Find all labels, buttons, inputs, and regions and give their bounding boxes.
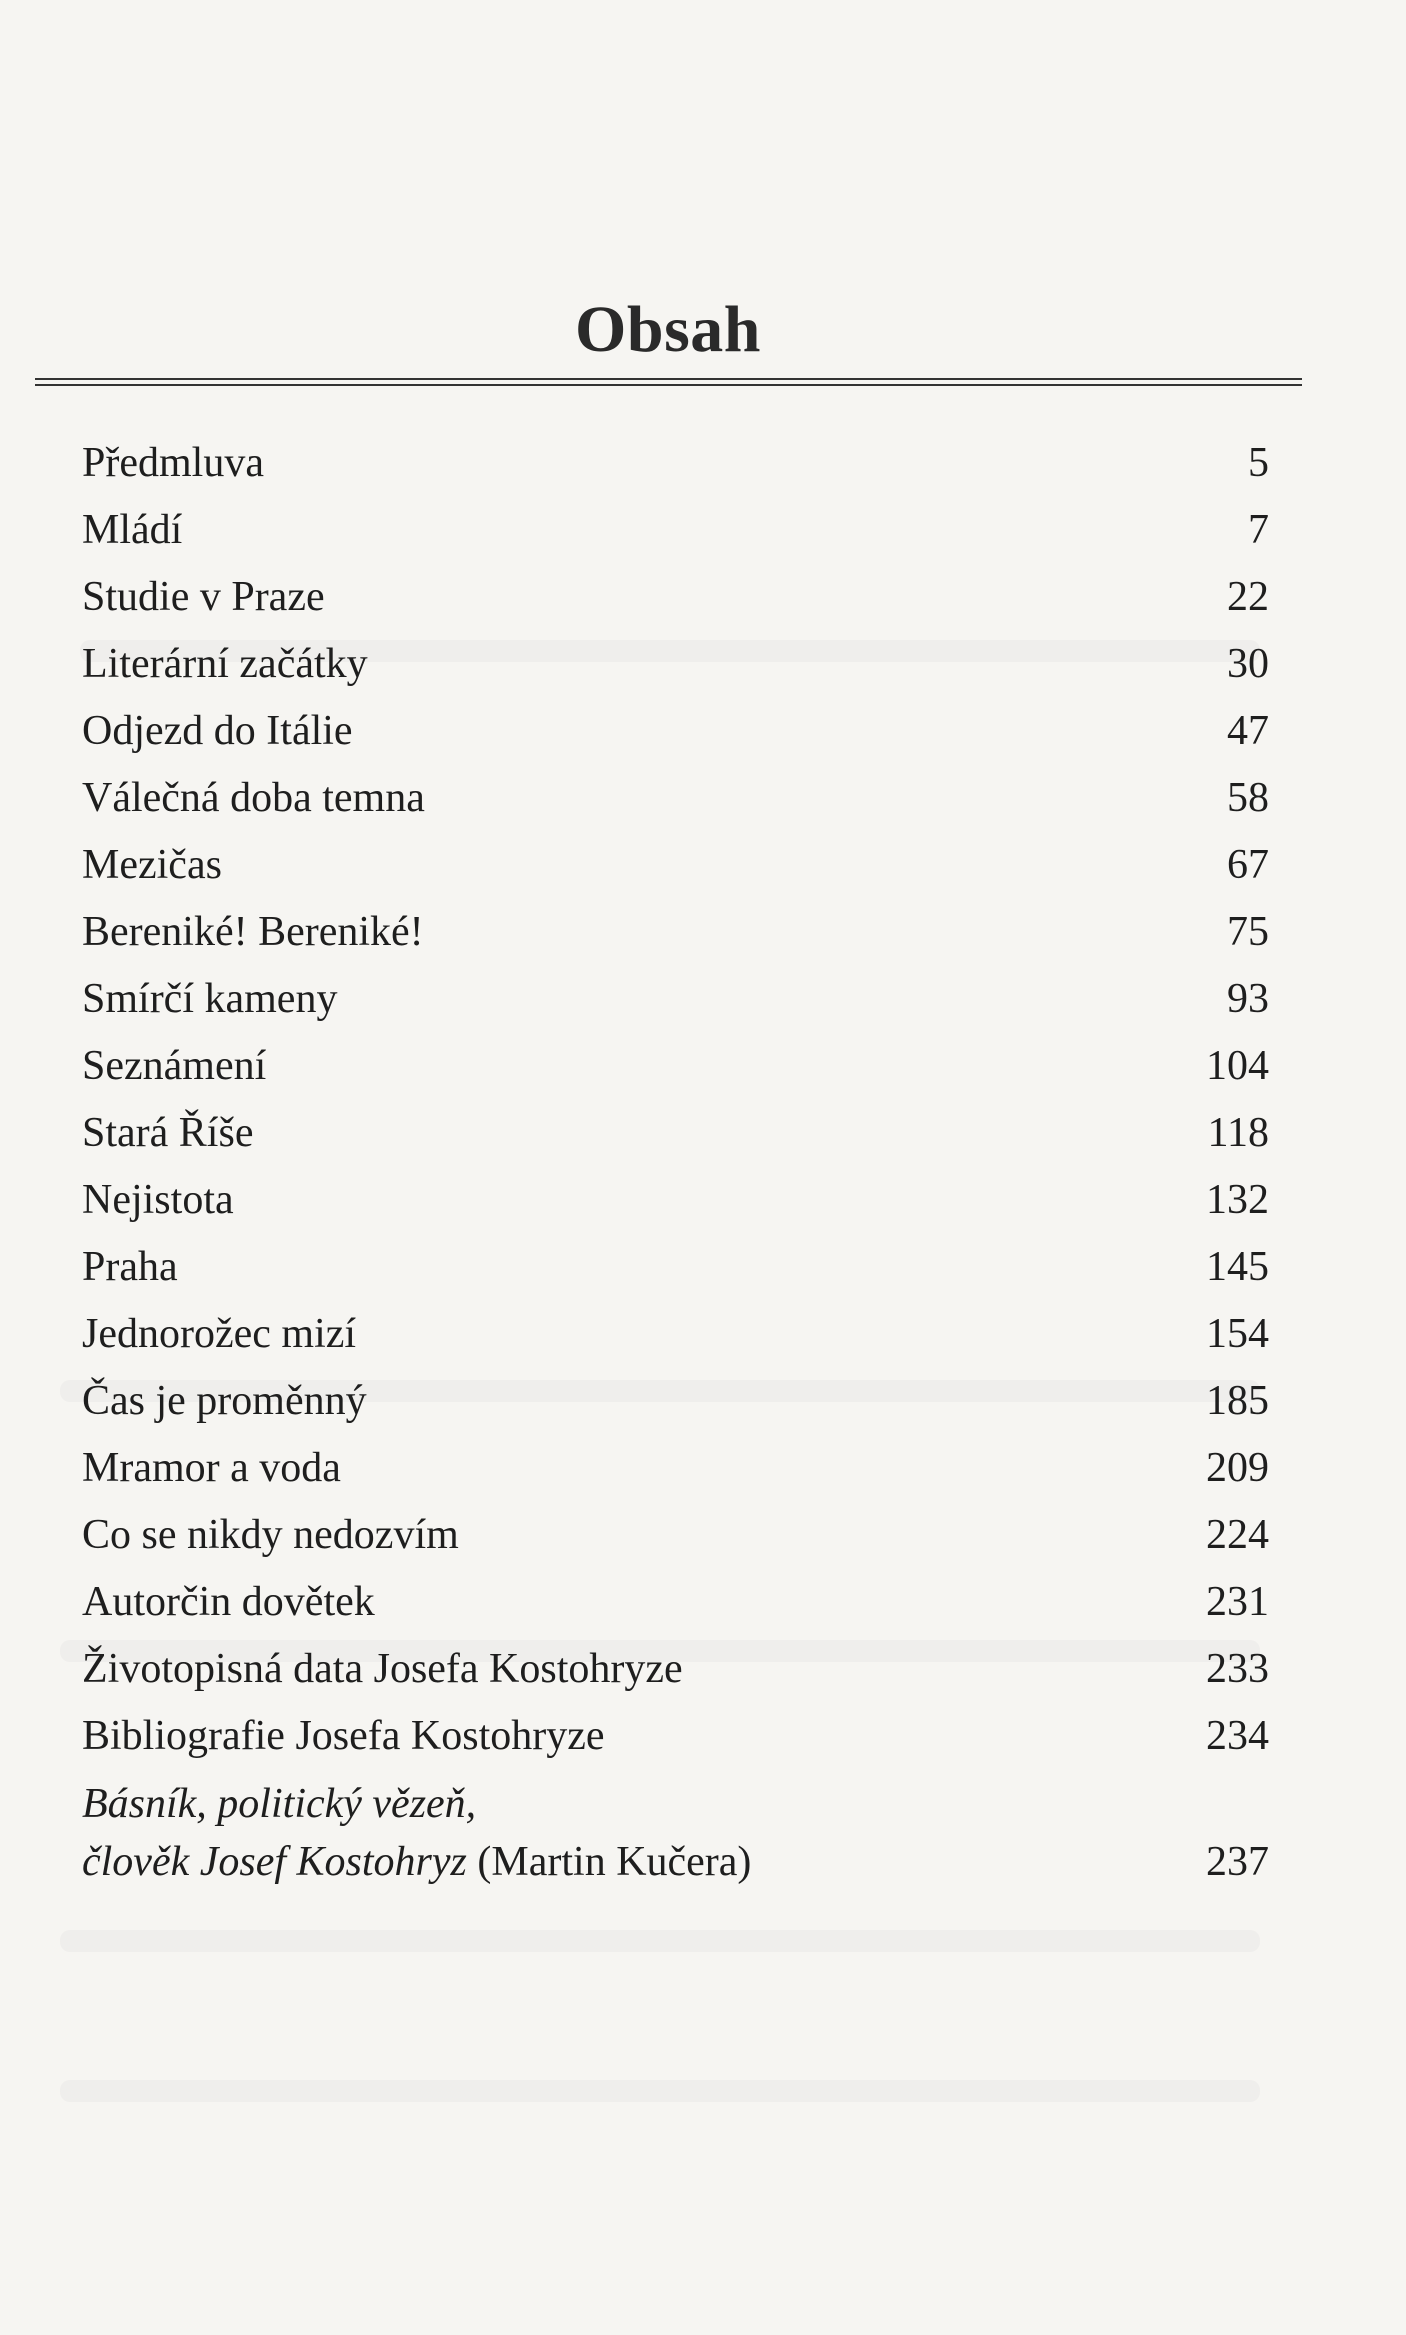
toc-entry-page: 224 (1206, 1512, 1269, 1558)
toc-entry-page: 5 (1248, 440, 1269, 486)
toc-entry[interactable] (82, 1502, 1269, 1569)
toc-entry[interactable] (82, 430, 1269, 497)
toc-entry-page: 7 (1248, 507, 1269, 553)
toc-entry[interactable] (82, 1368, 1269, 1435)
toc-entry-essay[interactable] (82, 1770, 1269, 1898)
toc-entry-title: Odjezd do Itálie (82, 708, 353, 754)
toc-entry-page: 67 (1227, 842, 1269, 888)
toc-entry-page: 234 (1206, 1713, 1269, 1759)
toc-entry-page: 93 (1227, 976, 1269, 1022)
toc-entry-title: Studie v Praze (82, 574, 325, 620)
page-title: Obsah (575, 293, 761, 366)
essay-title-line2 (82, 1832, 751, 1892)
toc-entry-page: 154 (1206, 1311, 1269, 1357)
essay-title-line1: Básník, politický vězeň, (82, 1781, 477, 1827)
toc-entry[interactable] (82, 765, 1269, 832)
toc-entry-page: 22 (1227, 574, 1269, 620)
toc-entry[interactable] (82, 631, 1269, 698)
toc-entry-page: 209 (1206, 1445, 1269, 1491)
toc-entry[interactable] (82, 1636, 1269, 1703)
toc-entry-title: Praha (82, 1244, 178, 1290)
toc-entry-page: 237 (1206, 1839, 1269, 1885)
toc-entry-page: 145 (1206, 1244, 1269, 1290)
toc-entry[interactable] (82, 497, 1269, 564)
toc-entry[interactable] (82, 1435, 1269, 1502)
toc-entry[interactable] (82, 564, 1269, 631)
toc-entry[interactable] (82, 966, 1269, 1033)
toc-entry-title: Jednorožec mizí (82, 1311, 357, 1357)
toc-entry[interactable] (82, 698, 1269, 765)
toc-entry-title: Autorčin dovětek (82, 1579, 375, 1625)
toc-entry-title: Mramor a voda (82, 1445, 341, 1491)
toc-entry-page: 30 (1227, 641, 1269, 687)
essay-title-italic: člověk Josef Kostohryz (82, 1839, 467, 1885)
table-of-contents (82, 430, 1269, 1898)
toc-entry[interactable] (82, 1033, 1269, 1100)
toc-entry[interactable] (82, 1100, 1269, 1167)
toc-entry[interactable] (82, 1234, 1269, 1301)
toc-entry-page: 118 (1207, 1110, 1269, 1156)
toc-entry-page: 104 (1206, 1043, 1269, 1089)
toc-entry[interactable] (82, 1167, 1269, 1234)
toc-entry[interactable] (82, 899, 1269, 966)
essay-author: (Martin Kučera) (466, 1839, 752, 1885)
toc-entry-page: 185 (1206, 1378, 1269, 1424)
toc-entry-title: Životopisná data Josefa Kostohryze (82, 1646, 683, 1692)
toc-entry-title: Mezičas (82, 842, 222, 888)
toc-entry-title: Nejistota (82, 1177, 234, 1223)
toc-entry-page: 75 (1227, 909, 1269, 955)
toc-entry-title: Stará Říše (82, 1110, 254, 1156)
toc-entry-page: 233 (1206, 1646, 1269, 1692)
toc-entry[interactable] (82, 1703, 1269, 1770)
toc-entry-title: Bibliografie Josefa Kostohryze (82, 1713, 605, 1759)
toc-entry-title: Předmluva (82, 440, 264, 486)
toc-entry[interactable] (82, 1301, 1269, 1368)
toc-entry-title: Válečná doba temna (82, 775, 425, 821)
toc-entry-title: Seznámení (82, 1043, 267, 1089)
toc-entry-title: Bereniké! Bereniké! (82, 909, 424, 955)
toc-entry[interactable] (82, 832, 1269, 899)
toc-entry-page: 58 (1227, 775, 1269, 821)
toc-entry-title: Čas je proměnný (82, 1378, 367, 1424)
toc-entry-title: Smírčí kameny (82, 976, 338, 1022)
toc-entry-page: 132 (1206, 1177, 1269, 1223)
toc-entry-title: Literární začátky (82, 641, 368, 687)
toc-entry-page: 47 (1227, 708, 1269, 754)
toc-entry[interactable] (82, 1569, 1269, 1636)
title-divider (35, 378, 1302, 386)
toc-entry-page: 231 (1206, 1579, 1269, 1625)
toc-entry-title: Co se nikdy nedozvím (82, 1512, 459, 1558)
toc-entry-title: Mládí (82, 507, 183, 553)
